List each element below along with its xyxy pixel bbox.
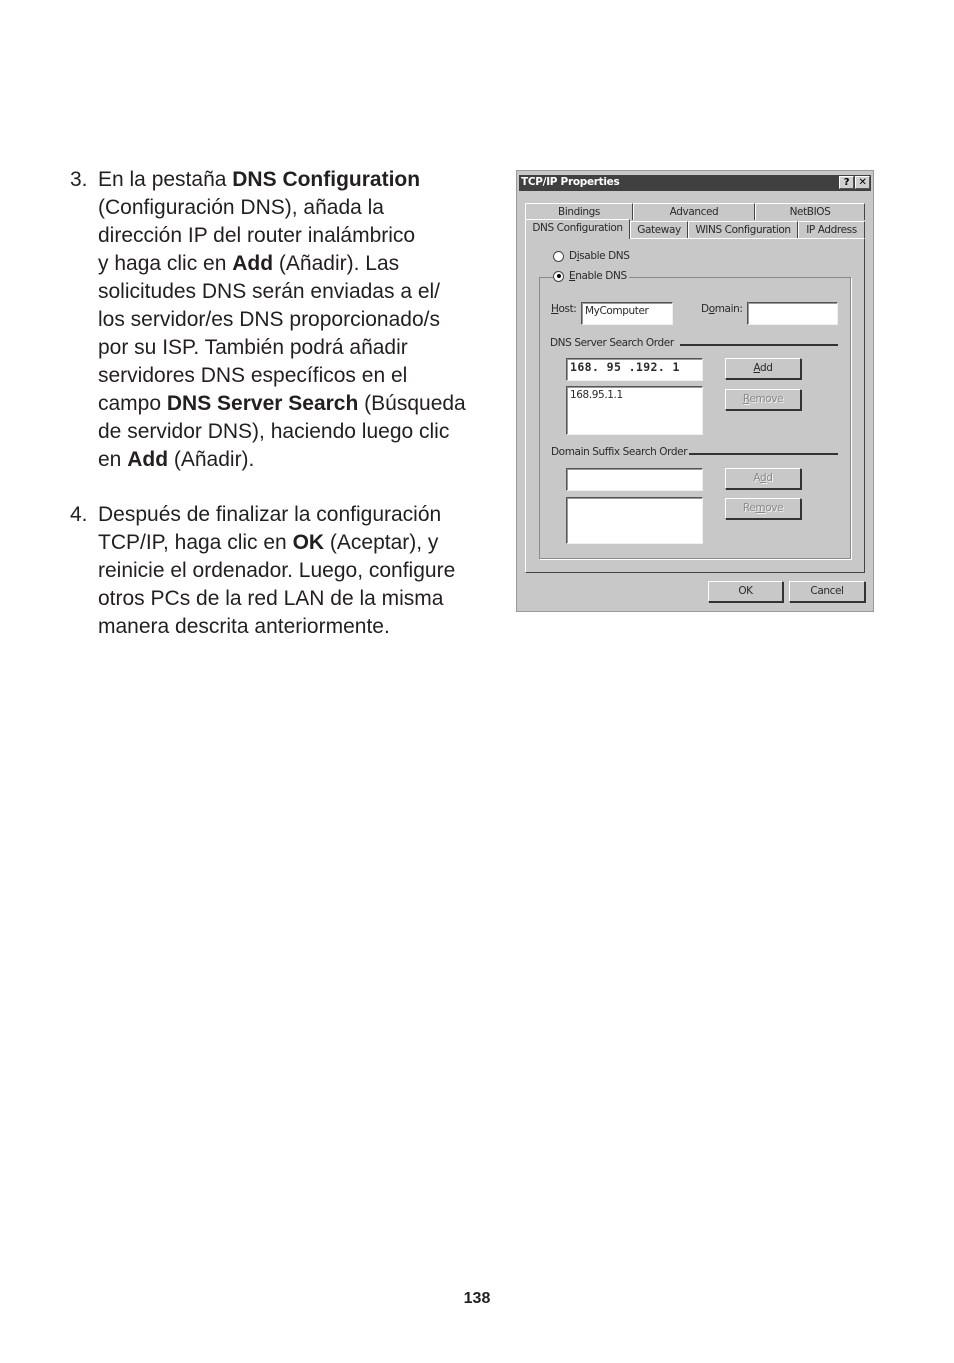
text-run: (Añadir). Las solicitudes DNS serán enviadas a el/ los servidor/es DNS proporcionado/s por su ISP. También podrá añadir servidores DNS específicos en el campo [98, 252, 441, 415]
dns-add-button[interactable]: Add [725, 358, 801, 379]
domain-suffix-input[interactable] [566, 468, 703, 491]
cancel-button[interactable]: Cancel [789, 581, 865, 602]
bold-term: Add [232, 252, 274, 275]
bold-term: OK [292, 531, 325, 554]
close-icon: ✕ [858, 177, 867, 188]
domain-suffix-search-order-label: Domain Suffix Search Order [551, 446, 688, 458]
radio-label: Enable DNS [569, 270, 627, 282]
section-divider [680, 344, 838, 346]
title-bar [519, 175, 871, 191]
step-number: 4. [70, 503, 88, 526]
domain-suffix-list[interactable] [566, 497, 703, 544]
bold-term: DNS Server Search [166, 392, 359, 415]
close-button[interactable] [855, 176, 870, 189]
section-divider [689, 453, 838, 455]
text-run: (Aceptar), y reinicie el ordenador. Luego, configure otros PCs de la red LAN de la misma manera descrita anteriormente. [98, 531, 456, 638]
enable-dns-radio[interactable] [553, 270, 629, 282]
tab-dns-configuration[interactable]: DNS Configuration [525, 219, 630, 239]
ok-button[interactable]: OK [708, 581, 783, 602]
text-run: (Añadir). [168, 448, 255, 471]
tab-ip-address[interactable]: IP Address [798, 221, 865, 238]
host-input[interactable]: MyComputer [581, 302, 673, 325]
radio-label: Disable DNS [569, 250, 630, 262]
instructions [70, 166, 510, 668]
radio-unchecked-icon [553, 251, 564, 262]
dns-server-list[interactable] [566, 386, 703, 435]
text-run: Después de finalizar la configuración TCP/IP, haga clic en [98, 503, 442, 554]
dns-server-input[interactable]: 168. 95 .192. 1 [566, 358, 703, 381]
step-3 [70, 166, 510, 474]
domain-label: Domain: [701, 303, 743, 315]
domain-input[interactable] [747, 302, 838, 325]
radio-checked-icon [553, 271, 564, 282]
help-button[interactable] [839, 176, 854, 189]
bold-term: Add [127, 448, 169, 471]
list-item[interactable]: 168.95.1.1 [570, 389, 623, 401]
text-run: (Búsqueda de servidor DNS), haciendo luego clic en [98, 392, 466, 471]
help-icon: ? [843, 177, 850, 188]
tab-gateway[interactable]: Gateway [630, 221, 688, 238]
tab-wins-configuration[interactable]: WINS Configuration [688, 221, 798, 238]
step-text [98, 501, 510, 641]
suffix-remove-button[interactable]: Remove [725, 498, 801, 519]
dialog-title: TCP/IP Properties [521, 176, 620, 188]
tab-netbios[interactable]: NetBIOS [755, 203, 865, 220]
tab-advanced[interactable]: Advanced [633, 203, 755, 220]
dns-server-search-order-label: DNS Server Search Order [550, 337, 674, 349]
disable-dns-radio[interactable] [553, 250, 630, 262]
text-run: (Configuración DNS), añada la dirección IP del router inalámbrico y haga clic en [98, 196, 416, 275]
step-4 [70, 501, 510, 641]
step-text [98, 166, 510, 474]
host-label: Host: [551, 303, 577, 315]
bold-term: DNS Configuration [232, 168, 421, 191]
dns-remove-button[interactable]: Remove [725, 389, 801, 410]
text-run: En la pestaña [98, 168, 233, 191]
page-number: 138 [463, 1290, 491, 1307]
tab-bindings[interactable]: Bindings [525, 203, 633, 220]
suffix-add-button[interactable]: Add [725, 468, 801, 489]
tcpip-properties-dialog [516, 170, 874, 612]
step-number: 3. [70, 168, 88, 191]
